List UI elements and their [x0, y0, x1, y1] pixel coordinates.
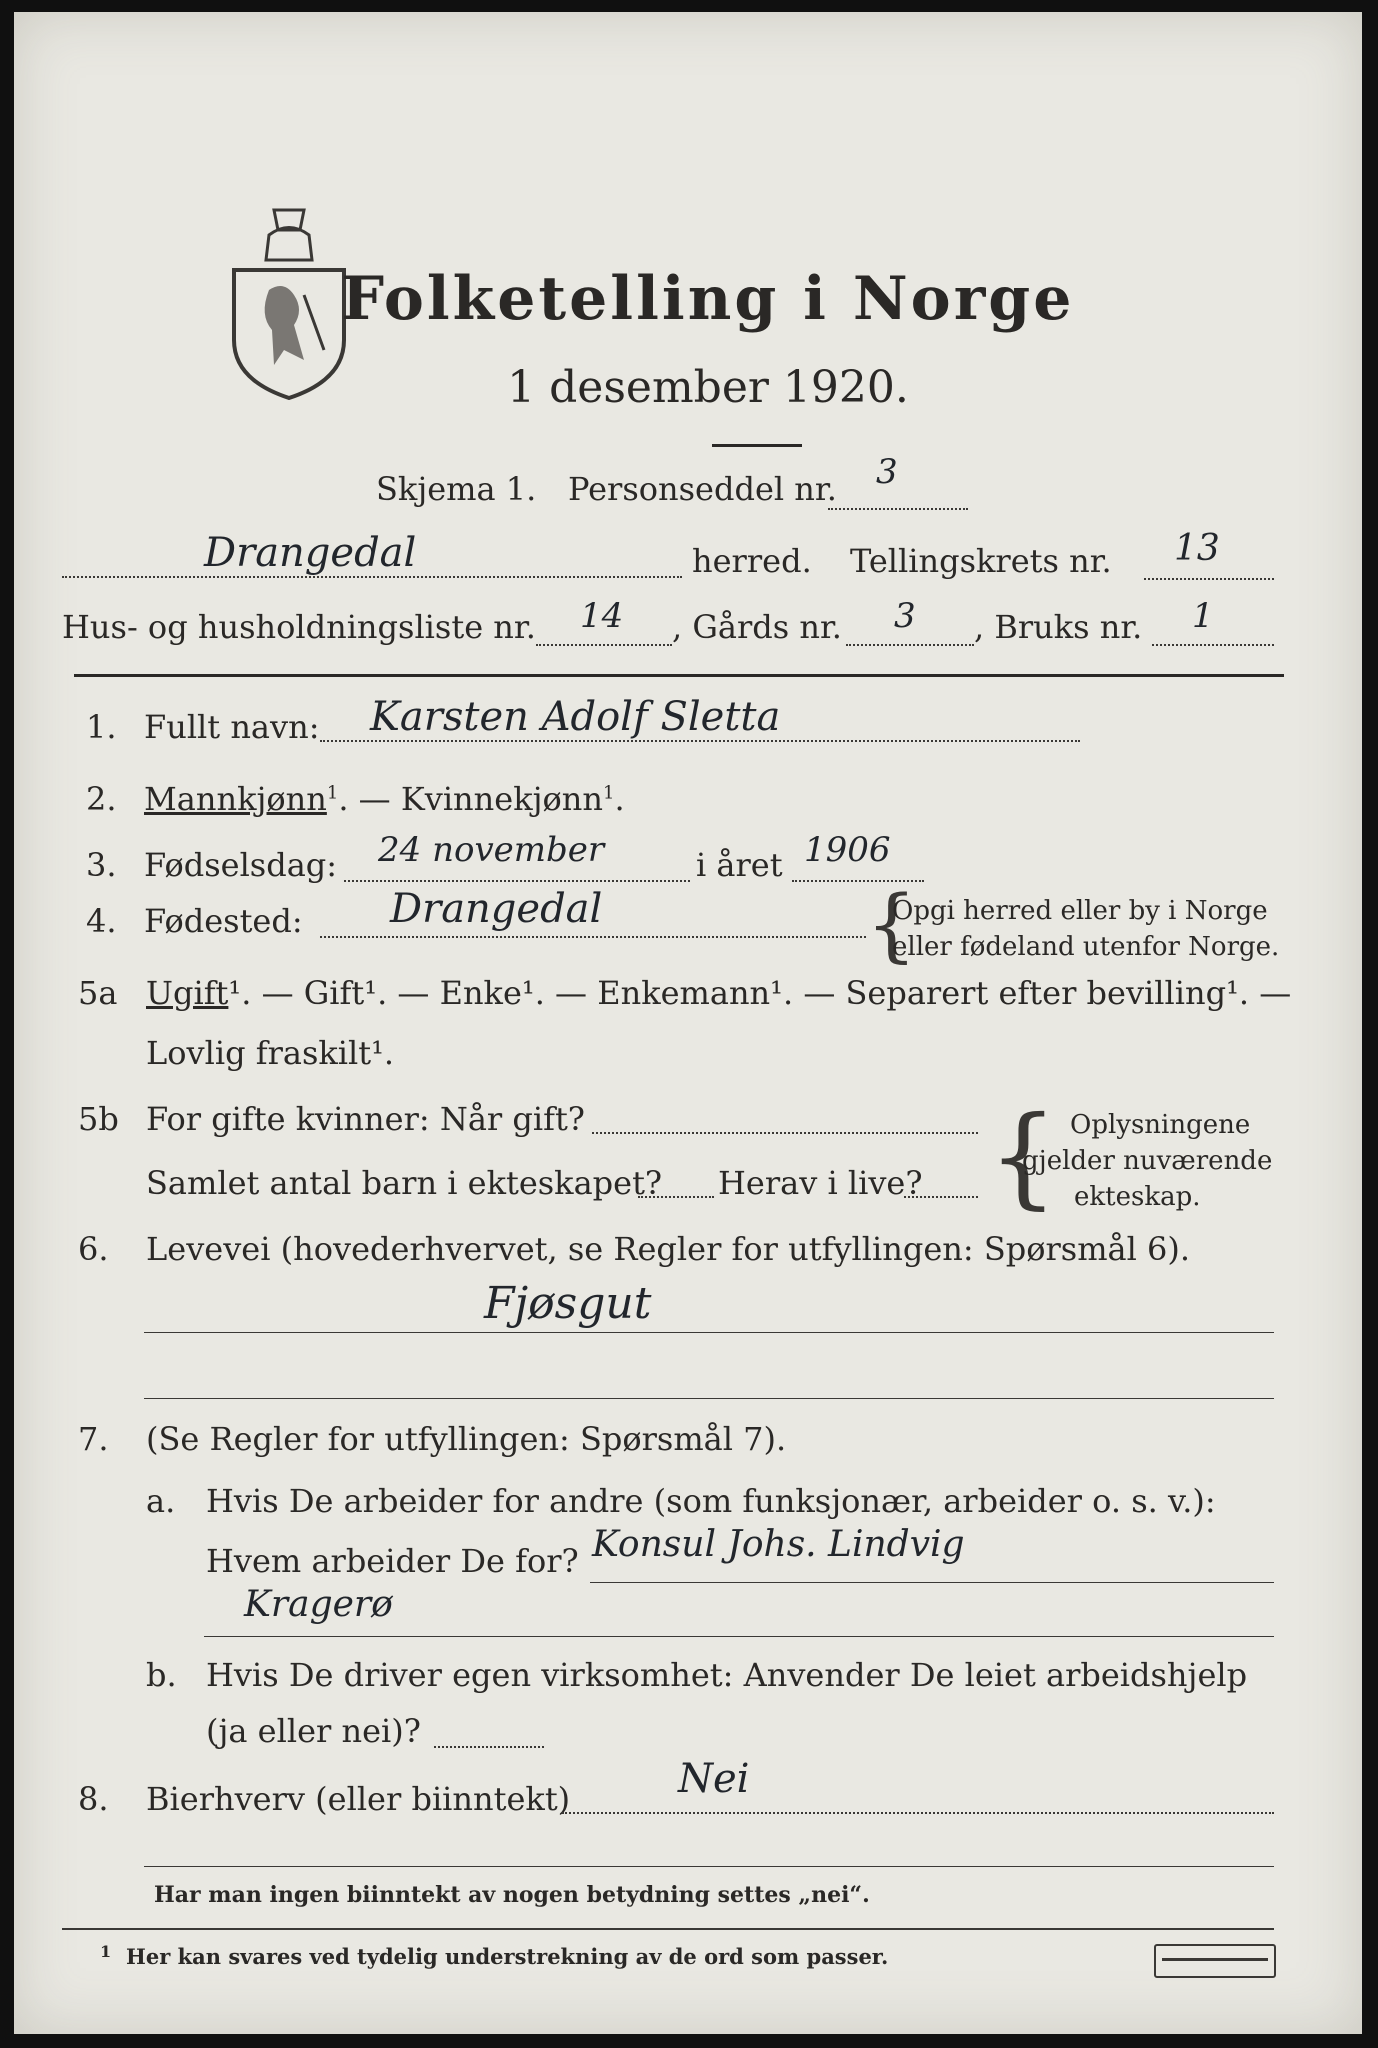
- q6-label: Levevei (hovederhvervet, se Regler for utfyllingen: Spørsmål 6).: [146, 1230, 1191, 1268]
- personseddel-label: Personseddel nr.: [568, 470, 837, 508]
- q2-number: 2.: [86, 780, 117, 818]
- q4-label: Fødested:: [144, 902, 303, 940]
- q3-birthday-value[interactable]: 24 november: [378, 830, 605, 870]
- skjema-label: Skjema 1.: [376, 470, 537, 508]
- q3-label: Fødselsdag:: [144, 846, 338, 884]
- bruks-label: , Bruks nr.: [974, 608, 1143, 646]
- footnote-mark: 1: [100, 1942, 112, 1961]
- q7a-line1: Hvis De arbeider for andre (som funksjonær, arbeider o. s. v.):: [206, 1482, 1216, 1520]
- q6-number: 6.: [78, 1230, 109, 1268]
- q7a-line2: Hvem arbeider De for?: [206, 1542, 579, 1580]
- q1-number: 1.: [86, 708, 117, 746]
- gards-label: , Gårds nr.: [672, 608, 842, 646]
- form-date: 1 desember 1920.: [507, 362, 909, 413]
- q8-field-line: [562, 1812, 1274, 1814]
- q5b-alive-line: [904, 1196, 978, 1198]
- husliste-label: Hus- og husholdningsliste nr.: [62, 608, 536, 646]
- form-title: Folketelling i Norge: [341, 264, 1075, 334]
- tellingskrets-value[interactable]: 13: [1174, 528, 1220, 569]
- q7b-line1: Hvis De driver egen virksomhet: Anvender De leiet arbeidshjelp: [206, 1656, 1248, 1694]
- q1-field-line: [320, 740, 1080, 742]
- title-divider: [712, 444, 802, 447]
- q1-full-name-value[interactable]: Karsten Adolf Sletta: [370, 694, 781, 740]
- gender-end: .: [614, 780, 625, 818]
- q8-value[interactable]: Nei: [678, 1756, 750, 1802]
- tellingskrets-field-line: [1144, 578, 1274, 580]
- q7b-field-line: [434, 1746, 544, 1748]
- footnote-mark: 1: [603, 782, 615, 804]
- q4-field-line: [320, 936, 866, 938]
- bruks-value[interactable]: 1: [1192, 596, 1214, 636]
- q8-number: 8.: [78, 1780, 109, 1818]
- herred-field-line: [62, 576, 682, 578]
- personseddel-value[interactable]: 3: [876, 452, 898, 492]
- q4-note-line1: Opgi herred eller by i Norge: [892, 896, 1268, 926]
- gards-value[interactable]: 3: [894, 596, 916, 636]
- q4-note-brace: {: [866, 878, 917, 971]
- q7a-letter: a.: [146, 1482, 176, 1520]
- marital-options[interactable]: ¹. — Gift¹. — Enke¹. — Enkemann¹. — Separert efter bevilling¹. —: [228, 974, 1292, 1012]
- q5b-note-brace: {: [988, 1092, 1058, 1220]
- q3-year-value[interactable]: 1906: [804, 830, 891, 870]
- q4-number: 4.: [86, 902, 117, 940]
- printer-stamp: [1154, 1944, 1276, 1978]
- herred-label: herred.: [692, 542, 812, 580]
- q8-field-line-2: [144, 1866, 1274, 1867]
- q7b-letter: b.: [146, 1656, 177, 1694]
- q6-field-line-1: [144, 1332, 1274, 1333]
- q5b-note-line2: gjelder nuværende: [1022, 1146, 1273, 1176]
- q7a-employer-place-value[interactable]: Kragerø: [244, 1584, 393, 1625]
- footnote-divider: [62, 1928, 1274, 1930]
- tellingskrets-label: Tellingskrets nr.: [850, 542, 1112, 580]
- gender-separator: . —: [338, 780, 401, 818]
- q5b-children-label: Samlet antal barn i ekteskapet?: [146, 1164, 663, 1202]
- q4-note-line2: eller fødeland utenfor Norge.: [892, 932, 1280, 962]
- q4-birthplace-value[interactable]: Drangedal: [390, 886, 603, 932]
- herred-value[interactable]: Drangedal: [204, 530, 417, 576]
- q5b-note-line3: ekteskap.: [1074, 1182, 1201, 1212]
- q5b-note-line1: Oplysningene: [1070, 1110, 1251, 1140]
- q3-number: 3.: [86, 846, 117, 884]
- footnote-text: Her kan svares ved tydelig understrekning av de ord som passer.: [126, 1944, 889, 1969]
- q7a-employer-value[interactable]: Konsul Johs. Lindvig: [592, 1524, 965, 1565]
- q5a-number: 5a: [78, 974, 118, 1012]
- q8-note: Har man ingen biinntekt av nogen betydning settes „nei“.: [154, 1882, 870, 1908]
- q5a-options-line: [146, 974, 1291, 1012]
- q5b-children-line: [638, 1196, 714, 1198]
- q3-field-line: [344, 880, 690, 882]
- q1-label: Fullt navn:: [144, 708, 320, 746]
- ugift-option[interactable]: Ugift: [146, 974, 229, 1012]
- header-divider: [74, 674, 1284, 677]
- husliste-field-line: [536, 644, 672, 646]
- q6-field-line-2: [144, 1398, 1274, 1399]
- personseddel-field-line: [828, 508, 968, 510]
- q3-year-label: i året: [696, 846, 783, 884]
- q2-gender-line: [144, 780, 625, 818]
- gender-male-option[interactable]: Mannkjønn: [144, 780, 327, 818]
- footnote-mark: 1: [326, 782, 339, 804]
- q5a-fraskilt-option[interactable]: Lovlig fraskilt¹.: [146, 1034, 395, 1072]
- q7a-field-line-2: [204, 1636, 1274, 1637]
- q5b-married-when-label: For gifte kvinner: Når gift?: [146, 1100, 585, 1138]
- gender-female-option[interactable]: Kvinnekjønn: [400, 780, 603, 818]
- census-form: [14, 12, 1362, 2034]
- q7b-line2: (ja eller nei)?: [206, 1712, 421, 1750]
- q6-occupation-value[interactable]: Fjøsgut: [484, 1278, 652, 1329]
- gards-field-line: [846, 644, 974, 646]
- q5b-married-when-line: [592, 1132, 978, 1134]
- q5b-number: 5b: [78, 1100, 119, 1138]
- q8-label: Bierhverv (eller biinntekt): [146, 1780, 571, 1818]
- q7-number: 7.: [78, 1420, 109, 1458]
- husliste-value[interactable]: 14: [580, 596, 624, 636]
- q7-label: (Se Regler for utfyllingen: Spørsmål 7).: [146, 1420, 787, 1458]
- bruks-field-line: [1152, 644, 1274, 646]
- q7a-field-line-1: [590, 1582, 1274, 1583]
- q5b-alive-label: Herav i live?: [718, 1164, 923, 1202]
